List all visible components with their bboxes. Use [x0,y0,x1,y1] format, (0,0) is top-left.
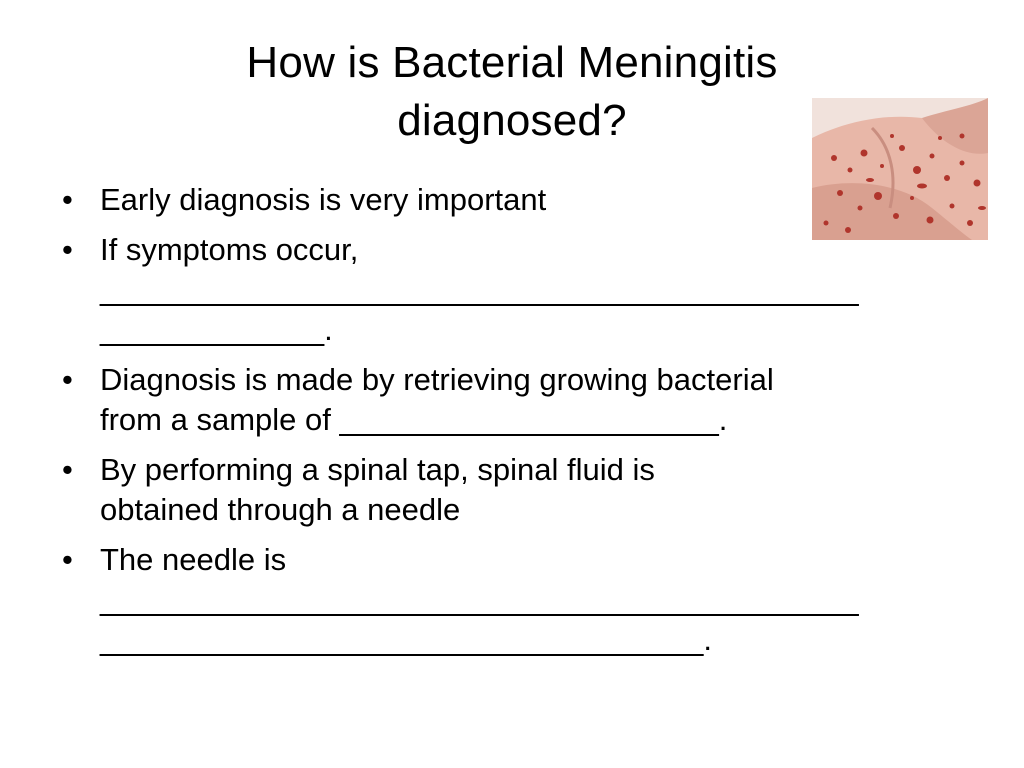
bullet-item [58,230,958,350]
bullet-line: obtained through a needle [100,492,461,527]
bullet-dot: • [62,362,73,397]
blank-line: ___________________________________. [100,622,713,657]
bullet-item [58,180,958,220]
bullet-dot: • [62,232,73,267]
bullet-line: Early diagnosis is very important [100,182,547,217]
bullet-dot: • [62,182,73,217]
title-line-1: How is Bacterial Meningitis [246,38,778,87]
bullet-dot: • [62,542,73,577]
bullet-line: If symptoms occur, [100,232,359,267]
bullet-line: The needle is [100,542,287,577]
blank-line: ____________________________________________ [100,582,859,617]
slide-title [160,34,864,150]
title-line-2: diagnosed? [397,96,627,145]
bullet-line: Diagnosis is made by retrieving growing bacterial [100,362,774,397]
bullet-line: from a sample of ______________________. [100,402,728,437]
blank-line: ____________________________________________ [100,272,859,307]
blank-line: _____________. [100,312,333,347]
bullet-item [58,540,958,660]
bullet-item [58,450,958,530]
bullet-line: By performing a spinal tap, spinal fluid is [100,452,655,487]
bullet-item [58,360,958,440]
bullet-dot: • [62,452,73,487]
bullet-list [58,180,958,670]
